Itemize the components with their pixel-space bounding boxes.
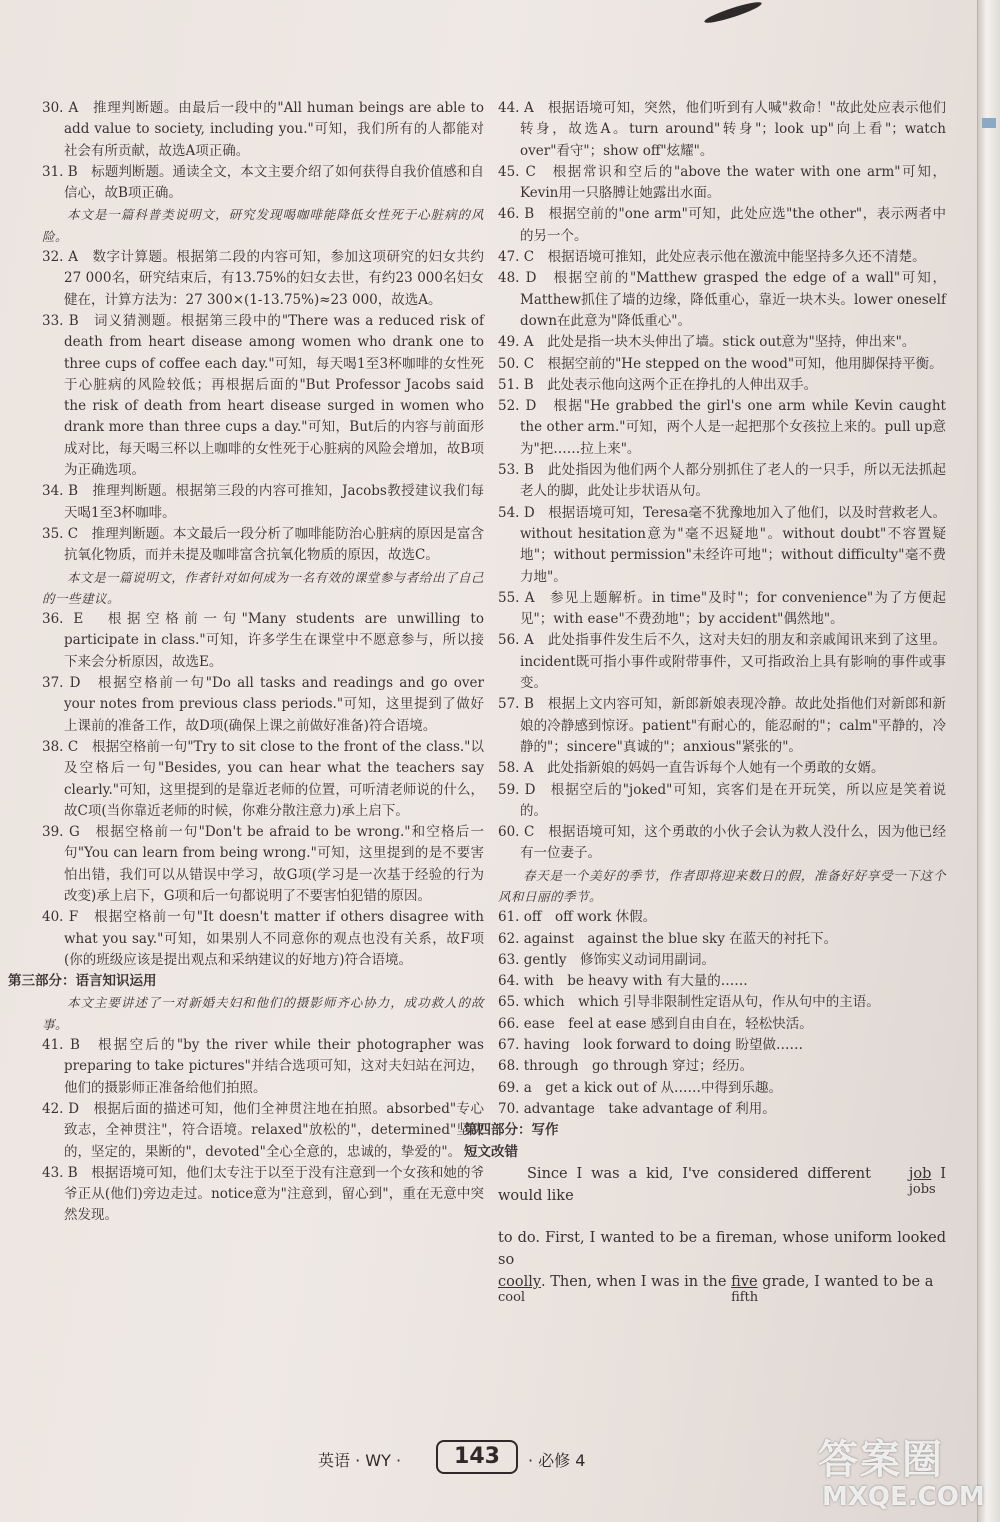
adjacent-page-edge bbox=[977, 0, 1000, 1522]
answer-column-right bbox=[464, 98, 946, 1305]
answer-item: 37. D 根据空格前一句"Do all tasks and readings and go over your notes from previous class periods."可知，这里提到了做好上课前的准备工作，故D项(确保上课之前做好准备)符合语境。 bbox=[42, 675, 484, 734]
answer-item: 40. F 根据空格前一句"It doesn't matter if others disagree with what you say."可知，如果别人不同意你的观点也没有关系，故F项(你的班级应该是提出观点和采纳建议的好地方)符合语境。 bbox=[42, 909, 484, 968]
essay-line-1: Since I was a kid, I've considered different job jobs I would like bbox=[498, 1163, 946, 1207]
answer-item: 44. A 根据语境可知，突然，他们听到有人喊"救命！"故此处应表示他们转身，故选A。turn around"转身"；look up"向上看"；watch over"看守"；show off"炫耀"。 bbox=[498, 100, 946, 159]
passage-summary: 本文主要讲述了一对新婚夫妇和他们的摄影师齐心协力，成功救人的故事。 bbox=[42, 995, 484, 1032]
answer-item: 66. ease feel at ease 感到自由自在，轻松快活。 bbox=[498, 1015, 813, 1032]
page-footer bbox=[318, 1440, 648, 1476]
section-heading: 第三部分：语言知识运用 bbox=[8, 973, 157, 990]
answer-item: 48. D 根据空前的"Matthew grasped the edge of a wall"可知，Matthew抓住了墙的边缘，降低重心，靠近一块木头。lower oneself down在此意为"降低重心"。 bbox=[498, 270, 946, 329]
error-correction-essay bbox=[498, 1163, 946, 1305]
answer-item: 65. which which 引导非限制性定语从句，作从句中的主语。 bbox=[498, 994, 880, 1011]
answer-item: 38. C 根据空格前一句"Try to sit close to the front of the class."以及空格后一句"Besides, you can hear what the teachers say clearly."可知，这里提到的是靠近老师的位置，可听清老师说的什么，故C项(当你靠近老师的时候，你难分散注意力)承上启下。 bbox=[42, 738, 484, 819]
answer-item: 57. B 根据上文内容可知，新郎新娘表现冷静。故此处指他们对新郎和新娘的冷静感到惊讶。patient"有耐心的，能忍耐的"；calm"平静的，冷静的"；sincere"真诚的"；anxious"紧张的"。 bbox=[498, 696, 946, 755]
essay-line-3: coolly cool . Then, when I was in the five fifth grade, I wanted to be a bbox=[498, 1271, 946, 1293]
correction-note: fifth bbox=[731, 1289, 759, 1305]
edge-tab-mark bbox=[982, 118, 996, 128]
answer-item: 33. B 词义猜测题。根据第三段中的"There was a reduced risk of death from heart disease among women who drank one to three cups of coffee each day."可知，每天喝1至3杯咖啡的女性死于心脏病的风险较低；再根据后面的"But Professor Jacobs said the risk of death from heart disease surged in women who drank more than three cups a day."可知，But后的内容与前面形成对比，每天喝三杯以上咖啡的女性死于心脏病的风险会增加，故B项为正确选项。 bbox=[42, 312, 484, 479]
answer-item: 36. E 根据空格前一句"Many students are unwilling to participate in class."可知，许多学生在课堂中不愿意参与，所以接下来会分析原因，故选E。 bbox=[42, 611, 484, 670]
answer-item: 50. C 根据空前的"He stepped on the wood"可知，他用脚保持平衡。 bbox=[498, 355, 943, 372]
answer-item: 59. D 根据空后的"joked"可知，宾客们是在开玩笑，所以应是笑着说的。 bbox=[498, 781, 946, 819]
answer-item: 62. against against the blue sky 在蓝天的衬托下。 bbox=[498, 930, 838, 947]
footer-book: · 必修 4 bbox=[528, 1451, 586, 1470]
answer-item: 30. A 推理判断题。由最后一段中的"All human beings are able to add value to society, including you."可知，我们所有的人都能对社会有所贡献，故选A项正确。 bbox=[42, 100, 484, 159]
answer-item: 39. G 根据空格前一句"Don't be afraid to be wrong."和空格后一句"You can learn from being wrong."可知，这里提到的是不要害怕出错，我们可以从错误中学习，故G项(学习是一次基于经验的行为改变)承上启下，G项和后一句都说明了不要害怕犯错的原因。 bbox=[42, 824, 484, 904]
corrected-word: five fifth bbox=[731, 1271, 757, 1293]
answer-item: 53. B 此处指因为他们两个人都分别抓住了老人的一只手，所以无法抓起老人的脚，此处让步状语从句。 bbox=[498, 462, 946, 500]
answer-item: 42. D 根据后面的描述可知，他们全神贯注地在拍照。absorbed"专心致志，全神贯注"，符合语境。relaxed"放松的"，determined"坚决的，坚定的，果断的"，devoted"全心全意的，忠诚的，挚爱的"。 bbox=[42, 1100, 484, 1160]
passage-summary: 本文是一篇科普类说明文，研究发现喝咖啡能降低女性死于心脏病的风险。 bbox=[42, 207, 484, 244]
answer-item: 61. off off work 休假。 bbox=[498, 909, 657, 926]
answer-item: 54. D 根据语境可知，Teresa毫不犹豫地加入了他们，以及时营救老人。without hesitation意为"毫不迟疑地"。without doubt"不容置疑地"；without permission"未经许可地"；without difficulty"毫不费力地"。 bbox=[498, 504, 946, 585]
correction-note: jobs bbox=[908, 1181, 936, 1197]
answer-item: 45. C 根据常识和空后的"above the water with one arm"可知，Kevin用一只胳膊让她露出水面。 bbox=[498, 163, 946, 202]
corrected-word: coolly cool bbox=[498, 1271, 541, 1293]
section-heading: 短文改错 bbox=[464, 1143, 518, 1160]
answer-item: 52. D 根据"He grabbed the girl's one arm while Kevin caught the other arm."可知，两个人是一起把那个女孩拉上来的。pull up意为"把……拉上来"。 bbox=[498, 398, 946, 457]
page-number: 143 bbox=[436, 1440, 518, 1474]
answer-item: 34. B 推理判断题。根据第三段的内容可推知，Jacobs教授建议我们每天喝1至3杯咖啡。 bbox=[42, 483, 484, 521]
answer-item: 70. advantage take advantage of 利用。 bbox=[498, 1100, 776, 1117]
passage-summary: 春天是一个美好的季节，作者即将迎来数日的假，准备好好享受一下这个风和日丽的季节。 bbox=[498, 867, 946, 904]
correction-note: cool bbox=[498, 1289, 526, 1305]
answer-item: 60. C 根据语境可知，这个勇敢的小伙子会认为救人没什么，因为他已经有一位妻子。 bbox=[498, 824, 946, 862]
answer-item: 31. B 标题判断题。通读全文，本文主要介绍了如何获得自我价值感和自信心，故B项正确。 bbox=[42, 163, 484, 202]
answer-item: 43. B 根据语境可知，他们太专注于以至于没有注意到一个女孩和她的爷爷正从(他们)旁边走过。notice意为"注意到，留心到"，重在无意中突然发现。 bbox=[42, 1164, 484, 1224]
answer-item: 35. C 推理判断题。本文最后一段分析了咖啡能防治心脏病的原因是富含抗氧化物质，而并未提及咖啡富含抗氧化物质的原因，故选C。 bbox=[42, 525, 484, 564]
answer-item: 63. gently 修饰实义动词用副词。 bbox=[498, 951, 715, 968]
answer-column-left bbox=[8, 98, 484, 1227]
answer-item: 47. C 根据语境可推知，此处应表示他在激流中能坚持多久还不清楚。 bbox=[498, 249, 926, 266]
answer-item: 68. through go through 穿过；经历。 bbox=[498, 1058, 754, 1075]
watermark-en: MXQE.COM bbox=[822, 1482, 985, 1512]
watermark-cn: 答案圈 bbox=[818, 1437, 944, 1483]
pen-mark bbox=[703, 0, 763, 26]
answer-item: 41. B 根据空后的"by the river while their photographer was preparing to take pictures"并结合选项可知，这对夫妇站在河边，他们的摄影师正准备给他们拍照。 bbox=[42, 1037, 484, 1096]
answer-item: 58. A 此处指新娘的妈妈一直告诉每个人她有一个勇敢的女婿。 bbox=[498, 760, 885, 777]
essay-line-2: to do. First, I wanted to be a fireman, whose uniform looked so bbox=[498, 1229, 946, 1268]
watermark-logo bbox=[818, 1428, 998, 1522]
answer-item: 32. A 数字计算题。根据第二段的内容可知，参加这项研究的妇女共约27 000名，研究结束后，有13.75%的妇女去世，有约23 000名妇女健在，计算方法为：27 300×(1-13.75%)≈23 000，故选A。 bbox=[42, 249, 484, 308]
footer-subject: 英语 · WY · bbox=[318, 1451, 402, 1470]
answer-item: 49. A 此处是指一块木头伸出了墙。stick out意为"坚持，伸出来"。 bbox=[498, 334, 916, 351]
answer-item: 46. B 根据空前的"one arm"可知，此处应选"the other"，表示两者中的另一个。 bbox=[498, 206, 946, 244]
answer-item: 51. B 此处表示他向这两个正在挣扎的人伸出双手。 bbox=[498, 376, 818, 393]
section-heading: 第四部分：写作 bbox=[464, 1122, 559, 1139]
answer-item: 69. a get a kick out of 从……中得到乐趣。 bbox=[498, 1079, 782, 1096]
answer-item: 55. A 参见上题解析。in time"及时"；for convenience"为了方便起见"；with ease"不费劲地"；by accident"偶然地"。 bbox=[498, 589, 946, 628]
corrected-word: job jobs bbox=[880, 1163, 932, 1185]
passage-summary: 本文是一篇说明文，作者针对如何成为一名有效的课堂参与者给出了自己的一些建议。 bbox=[42, 569, 484, 606]
answer-item: 67. having look forward to doing 盼望做…… bbox=[498, 1037, 803, 1054]
answer-item: 64. with be heavy with 有大量的…… bbox=[498, 973, 748, 990]
answer-item: 56. A 此处指事件发生后不久，这对夫妇的朋友和亲戚闻讯来到了这里。incident既可指小事件或附带事件，又可指政治上具有影响的事件或事变。 bbox=[498, 632, 946, 692]
